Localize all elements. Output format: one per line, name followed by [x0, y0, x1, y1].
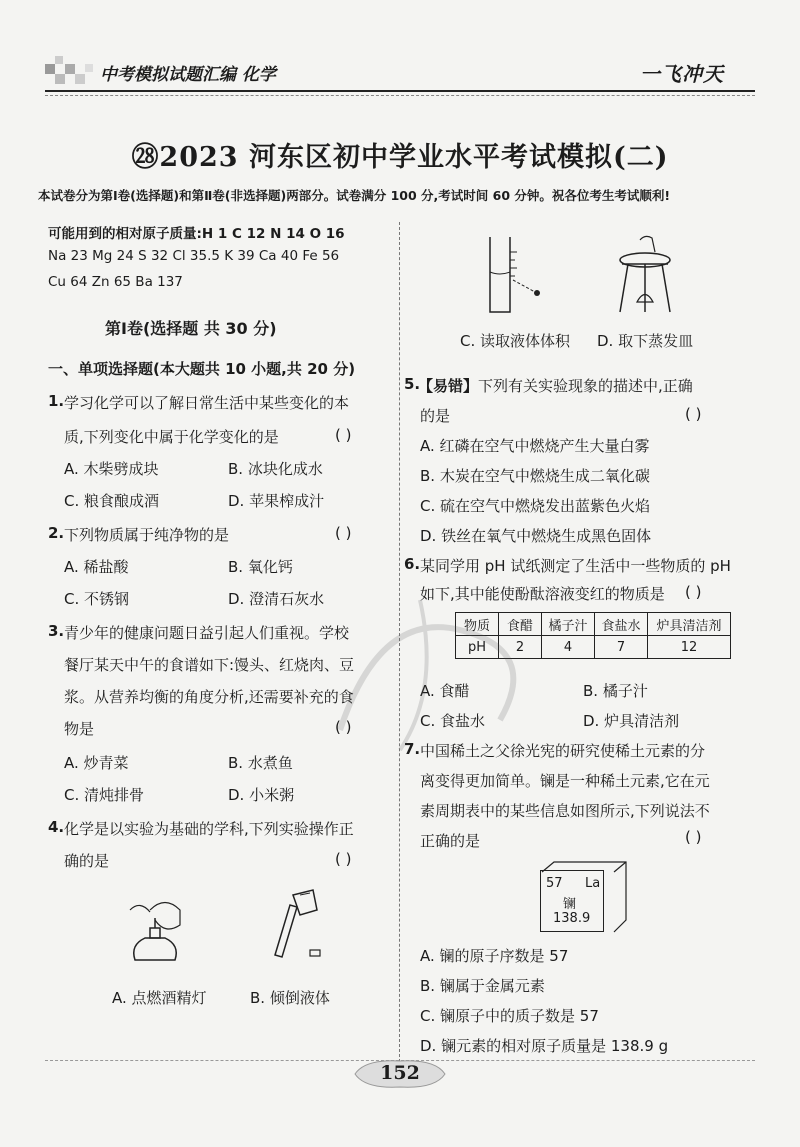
header-book-title: 中考模拟试题汇编 化学: [100, 65, 276, 85]
q4-option-d[interactable]: D. 取下蒸发皿: [597, 332, 694, 350]
q3-answer-blank[interactable]: ( ): [335, 718, 352, 736]
q5-tag: 【易错】: [418, 377, 479, 395]
ph-table-cell: 炉具清洁剂: [648, 613, 731, 636]
alcohol-lamp-lighting-illustration: [120, 890, 190, 970]
q1-option-b[interactable]: B. 冰块化成水: [228, 460, 323, 478]
q4-stem-line-1: 化学是以实验为基础的学科,下列实验操作正: [64, 820, 354, 838]
ph-table-cell: 食盐水: [595, 613, 648, 636]
q2-option-b[interactable]: B. 氧化钙: [228, 558, 293, 576]
watermark-logo: [300, 570, 620, 770]
q6-option-a[interactable]: A. 食醋: [420, 682, 470, 700]
q3-stem-line-2: 餐厅某天中午的食谱如下:馒头、红烧肉、豆: [64, 656, 355, 674]
q3-option-d[interactable]: D. 小米粥: [228, 786, 295, 804]
element-symbol: La: [585, 876, 601, 891]
q4-number: 4.: [48, 818, 65, 836]
q7-number: 7.: [404, 740, 421, 758]
q3-stem-line-1: 青少年的健康问题日益引起人们重视。学校: [64, 624, 350, 642]
q6-stem-line-1: 某同学用 pH 试纸测定了生活中一些物质的 pH: [420, 557, 731, 575]
element-name: 镧: [563, 897, 577, 912]
q5-option-a[interactable]: A. 红磷在空气中燃烧产生大量白雾: [420, 437, 650, 455]
q2-option-c[interactable]: C. 不锈钢: [64, 590, 130, 608]
q6-number: 6.: [404, 555, 421, 573]
q7-option-b[interactable]: B. 镧属于金属元素: [420, 977, 545, 995]
q1-option-a[interactable]: A. 木柴劈成块: [64, 460, 159, 478]
header-divider-dashed: [45, 95, 755, 96]
q1-stem-line-2: 质,下列变化中属于化学变化的是: [64, 428, 279, 446]
q7-stem-line-2: 离变得更加简单。镧是一种稀土元素,它在元: [420, 772, 710, 790]
lanthanum-element-cell: [540, 870, 604, 932]
q6-option-d[interactable]: D. 炉具清洁剂: [583, 712, 680, 730]
q6-answer-blank[interactable]: ( ): [685, 583, 702, 601]
q3-option-b[interactable]: B. 水煮鱼: [228, 754, 293, 772]
section-subheading: 一、单项选择题(本大题共 10 小题,共 20 分): [48, 360, 356, 378]
q3-stem-line-3: 浆。从营养均衡的角度分析,还需要补充的食: [64, 688, 354, 706]
q7-option-c[interactable]: C. 镧原子中的质子数是 57: [420, 1007, 599, 1025]
ph-table-cell: 2: [499, 636, 542, 659]
q5-answer-blank[interactable]: ( ): [685, 405, 702, 423]
q7-option-d[interactable]: D. 镧元素的相对原子质量是 138.9 g: [420, 1037, 669, 1055]
q2-number: 2.: [48, 524, 65, 542]
q4-answer-blank[interactable]: ( ): [335, 850, 352, 868]
q1-option-d[interactable]: D. 苹果榨成汁: [228, 492, 325, 510]
ph-table-cell: pH: [456, 636, 499, 659]
q1-option-c[interactable]: C. 粮食酿成酒: [64, 492, 160, 510]
exam-title: ㉘2023 河东区初中学业水平考试模拟(二): [131, 142, 669, 173]
q7-answer-blank[interactable]: ( ): [685, 828, 702, 846]
q1-number: 1.: [48, 392, 65, 410]
q7-stem-line-1: 中国稀土之父徐光宪的研究使稀土元素的分: [420, 742, 706, 760]
exam-intro: 本试卷分为第Ⅰ卷(选择题)和第Ⅱ卷(非选择题)两部分。试卷满分 100 分,考试时间 60 分钟。祝各位考生考试顺利!: [38, 188, 671, 203]
element-atomic-mass: 138.9: [553, 911, 591, 926]
q2-option-d[interactable]: D. 澄清石灰水: [228, 590, 325, 608]
q5-stem-line-2: 的是: [420, 407, 451, 425]
q6-stem-line-2: 如下,其中能使酚酞溶液变红的物质是: [420, 585, 665, 603]
q6-option-b[interactable]: B. 橘子汁: [583, 682, 648, 700]
evaporating-dish-illustration: [610, 232, 680, 317]
page-number: 152: [380, 1062, 420, 1084]
q4-option-a[interactable]: A. 点燃酒精灯: [112, 989, 207, 1007]
q7-stem-line-3: 素周期表中的某些信息如图所示,下列说法不: [420, 802, 710, 820]
ph-table-cell: 物质: [456, 613, 499, 636]
q2-answer-blank[interactable]: ( ): [335, 524, 352, 542]
atomic-mass-line-3: Cu 64 Zn 65 Ba 137: [48, 274, 183, 290]
q3-number: 3.: [48, 622, 65, 640]
q5-option-d[interactable]: D. 铁丝在氧气中燃烧生成黑色固体: [420, 527, 652, 545]
q3-option-c[interactable]: C. 清炖排骨: [64, 786, 145, 804]
q7-stem-line-4: 正确的是: [420, 832, 481, 850]
atomic-mass-line-1: 可能用到的相对原子质量:H 1 C 12 N 14 O 16: [48, 226, 345, 242]
header-brand: 一飞冲天: [640, 62, 724, 86]
q5-option-b[interactable]: B. 木炭在空气中燃烧生成二氧化碳: [420, 467, 650, 485]
q3-option-a[interactable]: A. 炒青菜: [64, 754, 129, 772]
ph-table-cell: 7: [595, 636, 648, 659]
ph-table-cell: 食醋: [499, 613, 542, 636]
graduated-cylinder-reading-illustration: [475, 232, 555, 317]
q1-answer-blank[interactable]: ( ): [335, 426, 352, 444]
element-atomic-number: 57: [546, 876, 563, 891]
q1-stem-line-1: 学习化学可以了解日常生活中某些变化的本: [64, 394, 350, 412]
pouring-liquid-illustration: [255, 885, 330, 970]
ph-table-cell: 12: [648, 636, 731, 659]
q5-number: 5.: [404, 375, 421, 393]
section-heading: 第Ⅰ卷(选择题 共 30 分): [105, 319, 277, 338]
q2-option-a[interactable]: A. 稀盐酸: [64, 558, 129, 576]
atomic-mass-line-2: Na 23 Mg 24 S 32 Cl 35.5 K 39 Ca 40 Fe 56: [48, 248, 340, 264]
q3-stem-line-4: 物是: [64, 720, 95, 738]
q6-option-c[interactable]: C. 食盐水: [420, 712, 486, 730]
q4-option-c[interactable]: C. 读取液体体积: [460, 332, 571, 350]
q7-option-a[interactable]: A. 镧的原子序数是 57: [420, 947, 569, 965]
q5-stem-line-1: 下列有关实验现象的描述中,正确: [478, 377, 693, 395]
ph-table-cell: 橘子汁: [542, 613, 595, 636]
header-divider: [45, 90, 755, 92]
q4-option-b[interactable]: B. 倾倒液体: [250, 989, 330, 1007]
ph-table-cell: 4: [542, 636, 595, 659]
q4-stem-line-2: 确的是: [64, 852, 110, 870]
q2-stem-line-1: 下列物质属于纯净物的是: [64, 526, 230, 544]
q5-option-c[interactable]: C. 硫在空气中燃烧发出蓝紫色火焰: [420, 497, 651, 515]
